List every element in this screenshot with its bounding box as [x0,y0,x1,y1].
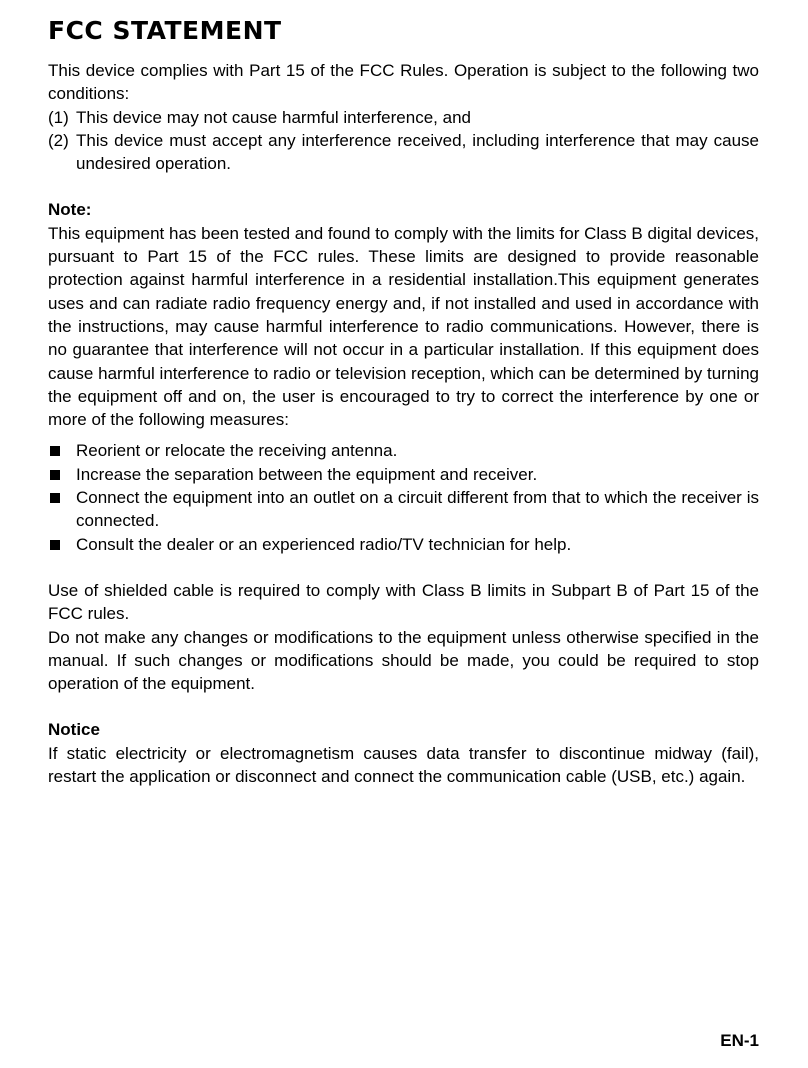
measure-item [48,463,759,486]
condition-number: (1) [48,107,69,127]
notice-body: If static electricity or electromagnetism causes data transfer to discontinue midway (fail), restart the application or disconnect and connect the communication cable (USB, etc.) again. [48,743,759,787]
shielded-cable-paragraph: Use of shielded cable is required to comply with Class B limits in Subpart B of Part 15 of the FCC rules. [48,580,759,624]
page-title: FCC STATEMENT [48,16,282,45]
square-bullet-icon [50,540,60,550]
measure-item [48,439,759,462]
measure-text: Connect the equipment into an outlet on a circuit different from that to which the receiver is connected. [76,488,759,531]
square-bullet-icon [50,446,60,456]
spacer [48,431,759,439]
note-body: This equipment has been tested and found to comply with the limits for Class B digital devices, pursuant to Part 15 of the FCC rules. These limits are designed to provide reasonable protection against harmful interference in a residential installation.This equipment generates uses and can radiate radio frequency energy and, if not installed and used in accordance with the instructions, may cause harmful interference to radio communications. However, there is no guarantee that interference will not occur in a particular installation. If this equipment does cause harmful interference to radio or television reception, which can be determined by turning the equipment off and on, the user is encouraged to try to correct the interference by one or more of the following measures: [48,223,759,430]
condition-text: This device must accept any interference received, including interference that may cause undesired operation. [76,130,759,174]
condition-number: (2) [48,130,69,150]
notice-heading: Notice [48,720,100,740]
square-bullet-icon [50,493,60,503]
measure-text: Consult the dealer or an experienced radio/TV technician for help. [76,534,572,554]
condition-item [48,129,759,176]
conditions-list [48,106,759,176]
note-heading: Note: [48,200,92,220]
condition-item [48,106,759,129]
measure-item [48,486,759,533]
modifications-paragraph: Do not make any changes or modifications to the equipment unless otherwise specified in the manual. If such changes or modifications should be made, you could be required to stop operation of the equipment. [48,627,759,694]
condition-text: This device may not cause harmful interference, and [76,107,471,127]
document-page [48,14,759,788]
measures-list [48,439,759,555]
spacer [48,695,759,718]
page-number: EN-1 [720,1031,759,1050]
square-bullet-icon [50,470,60,480]
spacer [48,556,759,579]
measure-text: Reorient or relocate the receiving antenna. [76,441,398,461]
measure-item [48,533,759,556]
intro-paragraph: This device complies with Part 15 of the FCC Rules. Operation is subject to the following two conditions: [48,61,759,104]
measure-text: Increase the separation between the equipment and receiver. [76,464,538,484]
spacer [48,175,759,198]
